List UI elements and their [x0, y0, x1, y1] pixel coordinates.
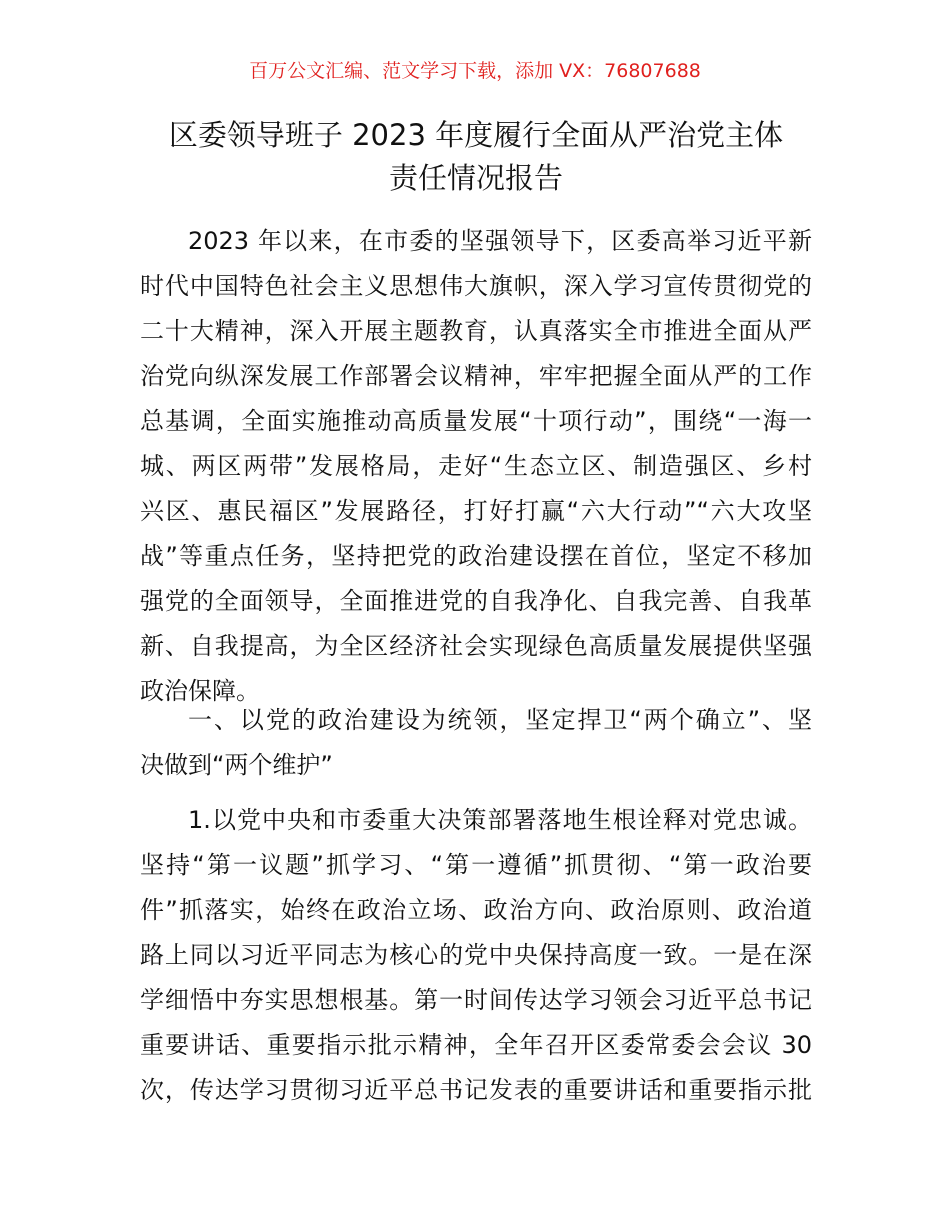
subsection-paragraph-1: [140, 798, 812, 1113]
text-line: 治党向纵深发展工作部署会议精神，牢牢把握全面从严的工作: [140, 362, 812, 390]
text-line: 路上同以习近平同志为核心的党中央保持高度一致。一是在深: [140, 941, 812, 969]
text-line: 强党的全面领导，全面推进党的自我净化、自我完善、自我革: [140, 587, 812, 615]
text-line: 重要讲话、重要指示批示精神，全年召开区委常委会会议 30: [140, 1031, 812, 1059]
text-line: 2023 年以来，在市委的坚强领导下，区委高举习近平新: [188, 227, 812, 255]
text-line: 总基调，全面实施推动高质量发展“十项行动”，围绕“一海一: [140, 407, 812, 435]
text-line: 新、自我提高，为全区经济社会实现绿色高质量发展提供坚强: [140, 632, 812, 660]
text-line: 件”抓落实，始终在政治立场、政治方向、政治原则、政治道: [140, 896, 812, 924]
text-line: 决做到“两个维护”: [140, 751, 333, 779]
text-line: 兴区、惠民福区”发展路径，打好打赢“六大行动”“六大攻坚: [140, 497, 812, 525]
watermark-header: 百万公文汇编、范文学习下载，添加 VX：76807688: [249, 60, 701, 82]
text-line: 坚持“第一议题”抓学习、“第一遵循”抓贯彻、“第一政治要: [140, 851, 812, 879]
text-line: 政治保障。: [140, 677, 260, 705]
document-title-line-2: 责任情况报告: [388, 161, 563, 195]
text-line: 二十大精神，深入开展主题教育，认真落实全市推进全面从严: [140, 317, 812, 345]
text-line: 1.以党中央和市委重大决策部署落地生根诠释对党忠诚。: [188, 806, 812, 834]
text-line: 学细悟中夯实思想根基。第一时间传达学习领会习近平总书记: [140, 986, 812, 1014]
text-line: 战”等重点任务，坚持把党的政治建设摆在首位，坚定不移加: [140, 542, 812, 570]
text-line: 城、两区两带”发展格局，走好“生态立区、制造强区、乡村: [140, 452, 812, 480]
intro-paragraph: [140, 219, 812, 714]
text-line: 时代中国特色社会主义思想伟大旗帜，深入学习宣传贯彻党的: [140, 272, 812, 300]
text-line: 次，传达学习贯彻习近平总书记发表的重要讲话和重要指示批: [140, 1076, 812, 1104]
section-heading-1: [140, 698, 812, 788]
document-title-line-1: 区委领导班子 2023 年度履行全面从严治党主体: [168, 118, 784, 152]
text-line: 一、以党的政治建设为统领，坚定捍卫“两个确立”、坚: [188, 706, 812, 734]
